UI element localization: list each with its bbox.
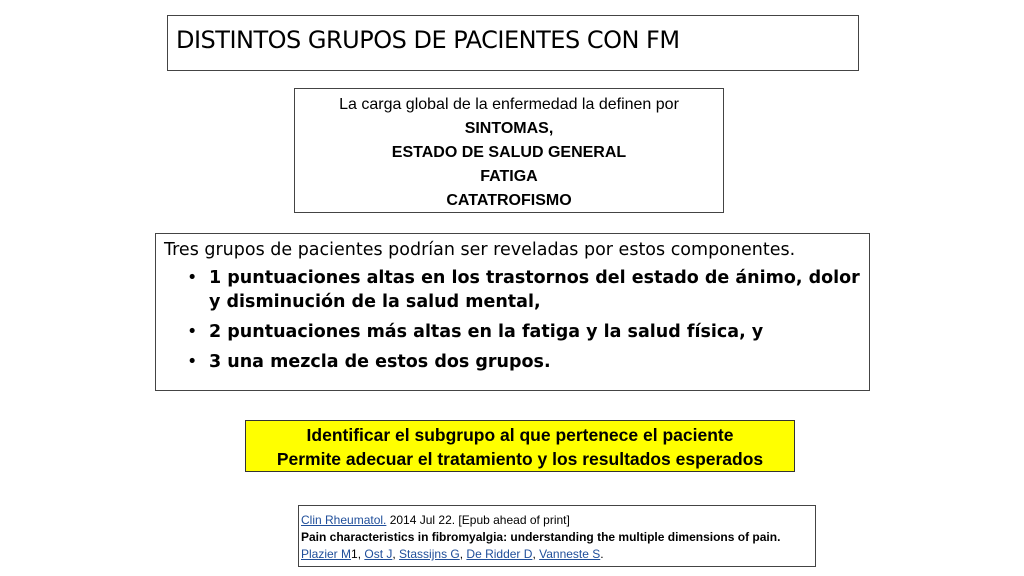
author-sep: , [532,547,540,561]
patient-groups-box [155,233,870,391]
burden-item-estado-salud: ESTADO DE SALUD GENERAL [391,144,627,161]
title-box [167,15,859,71]
group-item-1 [187,266,861,314]
reference-title: Pain characteristics in fibromyalgia: understanding the multiple dimensions of pain. [301,530,781,544]
reference-box [298,505,816,567]
burden-intro: La carga global de la enfermedad la definen por [339,96,679,113]
burden-item-fatiga: FATIGA [480,168,538,185]
bullet-icon: • [187,352,198,372]
author-sep: , [392,547,400,561]
highlight-line-2: Permite adecuar el tratamiento y los resultados esperados [276,449,764,469]
author-link-ost[interactable]: Ost J [364,547,393,561]
burden-item-sintomas: SINTOMAS, [464,120,554,137]
group-item-2 [187,320,861,344]
author-sep: 1, [351,547,365,561]
journal-link[interactable]: Clin Rheumatol. [301,513,387,527]
disease-burden-box [294,88,724,213]
author-link-vanneste[interactable]: Vanneste S [539,547,601,561]
group-item-3-text: 3 una mezcla de estos dos grupos. [209,352,551,372]
reference-date: 2014 Jul 22. [Epub ahead of print] [386,513,570,527]
author-link-plazier[interactable]: Plazier M [301,547,352,561]
reference-citation-line [301,512,815,529]
bullet-icon: • [187,268,198,288]
subgroup-highlight-box [245,420,795,472]
reference-authors [301,546,815,563]
author-sep: , [459,547,467,561]
slide-title: DISTINTOS GRUPOS DE PACIENTES CON FM [176,26,680,54]
groups-list [164,266,861,374]
author-sep: . [600,547,604,561]
bullet-icon: • [187,322,198,342]
author-link-de-ridder[interactable]: De Ridder D [466,547,533,561]
burden-item-catatrofismo: CATATROFISMO [446,192,572,209]
author-link-stassijns[interactable]: Stassijns G [399,547,460,561]
group-item-2-text: 2 puntuaciones más altas en la fatiga y la salud física, y [209,322,764,342]
group-item-1-text: 1 puntuaciones altas en los trastornos del estado de ánimo, dolor y disminución de la salud mental, [209,268,860,312]
highlight-line-1: Identificar el subgrupo al que pertenece el paciente [306,425,734,445]
groups-lead: Tres grupos de pacientes podrían ser reveladas por estos componentes. [164,240,796,260]
group-item-3 [187,350,861,374]
